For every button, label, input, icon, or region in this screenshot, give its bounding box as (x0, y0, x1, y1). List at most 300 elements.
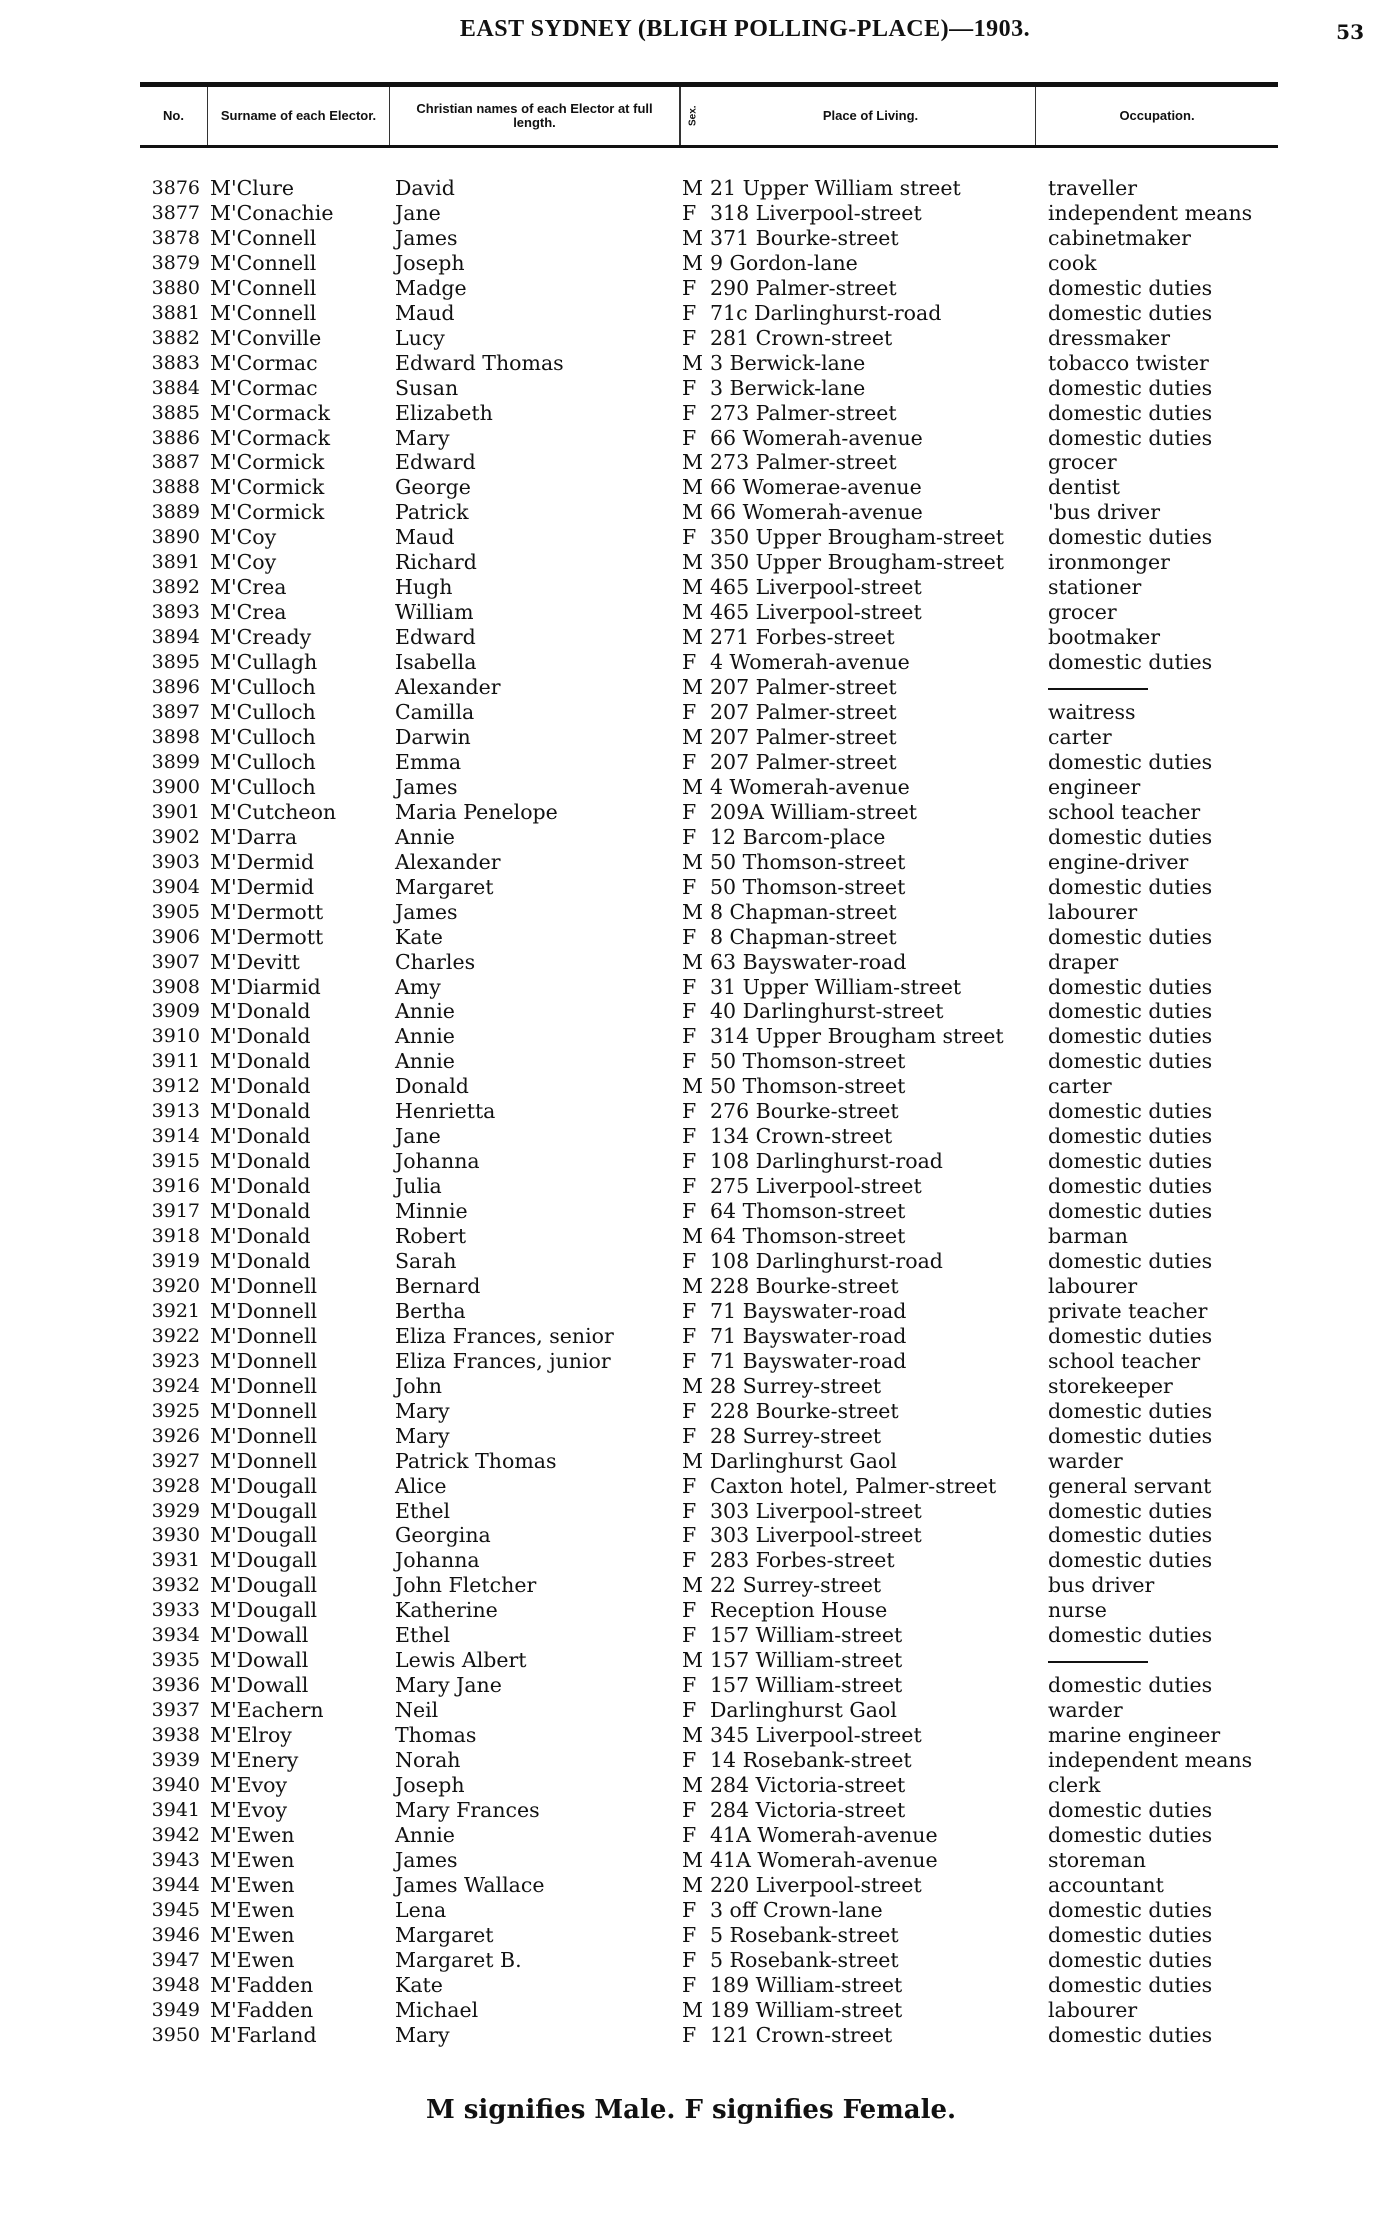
table-row (0, 1399, 1382, 1424)
elector-place-of-living: 121 Crown-street (710, 2022, 893, 2047)
elector-occupation: private teacher (1048, 1298, 1208, 1323)
elector-place-of-living: 40 Darlinghurst-street (710, 999, 944, 1024)
table-row (0, 1773, 1382, 1798)
elector-occupation: labourer (1048, 1273, 1138, 1298)
elector-number: 3877 (151, 201, 200, 224)
elector-place-of-living: 350 Upper Brougham-street (710, 550, 1004, 575)
elector-surname: M'Connell (210, 225, 317, 250)
elector-sex: F (682, 924, 697, 949)
elector-christian-names: Joseph (395, 1773, 465, 1797)
elector-occupation: domestic duties (1048, 824, 1213, 849)
elector-occupation: labourer (1048, 899, 1138, 924)
elector-occupation: bootmaker (1048, 625, 1161, 650)
elector-number: 3931 (151, 1549, 200, 1572)
elector-christian-names: Eliza Frances, junior (395, 1348, 611, 1373)
elector-surname: M'Coy (210, 525, 277, 550)
elector-christian-names: Bernard (395, 1273, 481, 1298)
elector-place-of-living: 281 Crown-street (710, 325, 893, 350)
elector-sex: F (682, 1099, 697, 1124)
elector-number: 3941 (151, 1798, 200, 1821)
elector-sex: M (682, 600, 703, 625)
elector-christian-names: James (395, 774, 458, 799)
elector-occupation: domestic duties (1048, 974, 1213, 999)
elector-sex: F (682, 1623, 697, 1648)
elector-sex: F (682, 1398, 697, 1423)
elector-surname: M'Ewen (210, 1922, 295, 1947)
elector-sex: M (682, 625, 703, 650)
elector-sex: F (682, 525, 697, 550)
elector-number: 3878 (151, 226, 200, 249)
elector-occupation: domestic duties (1048, 1199, 1213, 1224)
elector-number: 3917 (151, 1200, 200, 1223)
table-row (0, 1948, 1382, 1973)
elector-number: 3947 (151, 1948, 200, 1971)
elector-number: 3890 (151, 526, 200, 549)
elector-sex: M (682, 550, 703, 575)
elector-christian-names: Camilla (395, 700, 475, 725)
elector-place-of-living: 318 Liverpool-street (710, 200, 922, 225)
table-row (0, 1898, 1382, 1923)
elector-sex: M (682, 1448, 703, 1473)
elector-surname: M'Dougall (210, 1548, 318, 1573)
elector-occupation: domestic duties (1048, 874, 1213, 899)
elector-occupation: grocer (1048, 450, 1117, 475)
elector-number: 3937 (151, 1699, 200, 1722)
elector-sex: F (682, 1523, 697, 1548)
table-row (0, 999, 1382, 1024)
elector-christian-names: Michael (395, 1997, 479, 2022)
elector-occupation: domestic duties (1048, 1124, 1213, 1149)
elector-number: 3909 (151, 1000, 200, 1023)
elector-sex: M (682, 1273, 703, 1298)
elector-occupation: domestic duties (1048, 1922, 1213, 1947)
elector-christian-names: James (395, 899, 458, 924)
elector-christian-names: Jane (395, 1124, 441, 1149)
elector-place-of-living: 207 Palmer-street (710, 700, 897, 725)
elector-occupation: domestic duties (1048, 2022, 1213, 2047)
elector-surname: M'Culloch (210, 749, 316, 774)
elector-sex: F (682, 1199, 697, 1224)
elector-sex: F (682, 1698, 697, 1723)
elector-place-of-living: 276 Bourke-street (710, 1099, 899, 1124)
table-row (0, 800, 1382, 825)
elector-place-of-living: 8 Chapman-street (710, 924, 897, 949)
table-row (0, 1074, 1382, 1099)
elector-occupation: domestic duties (1048, 1523, 1213, 1548)
table-row (0, 1748, 1382, 1773)
elector-place-of-living: 207 Palmer-street (710, 724, 897, 749)
elector-surname: M'Darra (210, 824, 298, 849)
table-row (0, 1174, 1382, 1199)
elector-christian-names: Lewis Albert (395, 1648, 527, 1673)
elector-place-of-living: 371 Bourke-street (710, 225, 899, 250)
elector-occupation: carter (1048, 1074, 1112, 1099)
elector-surname: M'Eachern (210, 1698, 324, 1723)
elector-number: 3938 (151, 1724, 200, 1747)
elector-place-of-living: 108 Darlinghurst-road (710, 1248, 943, 1273)
elector-occupation: domestic duties (1048, 1149, 1213, 1174)
elector-christian-names: Richard (395, 550, 477, 575)
elector-occupation: domestic duties (1048, 1174, 1213, 1199)
elector-number: 3935 (151, 1649, 200, 1672)
elector-christian-names: Margaret (395, 1922, 494, 1947)
elector-occupation: domestic duties (1048, 749, 1213, 774)
elector-sex: M (682, 1872, 703, 1897)
elector-place-of-living: 314 Upper Brougham street (710, 1024, 1004, 1049)
table-row (0, 1848, 1382, 1873)
elector-christian-names: Johanna (395, 1548, 480, 1573)
elector-christian-names: Madge (395, 275, 467, 300)
table-row (0, 276, 1382, 301)
elector-occupation: cook (1048, 250, 1097, 275)
elector-christian-names: Kate (395, 1972, 443, 1997)
elector-sex: M (682, 1373, 703, 1398)
elector-sex: F (682, 1673, 697, 1698)
elector-occupation: domestic duties (1048, 1323, 1213, 1348)
elector-place-of-living: 3 Berwick-lane (710, 350, 866, 375)
table-row (0, 875, 1382, 900)
elector-surname: M'Donnell (210, 1273, 318, 1298)
elector-surname: M'Donald (210, 1199, 311, 1224)
elector-number: 3914 (151, 1125, 200, 1148)
elector-place-of-living: 134 Crown-street (710, 1124, 893, 1149)
table-row (0, 1723, 1382, 1748)
elector-christian-names: Georgina (395, 1523, 491, 1548)
table-row (0, 201, 1382, 226)
table-row (0, 1349, 1382, 1374)
elector-surname: M'Conachie (210, 200, 334, 225)
elector-sex: M (682, 1074, 703, 1099)
elector-sex: F (682, 1822, 697, 1847)
page-title: EAST SYDNEY (BLIGH POLLING-PLACE)—1903. (459, 16, 1031, 42)
table-row (0, 1274, 1382, 1299)
elector-christian-names: Patrick Thomas (395, 1448, 557, 1473)
elector-number: 3908 (151, 975, 200, 998)
table-row (0, 1299, 1382, 1324)
elector-christian-names: Annie (395, 1024, 455, 1049)
elector-christian-names: James (395, 225, 458, 250)
elector-occupation (1048, 675, 1148, 700)
elector-occupation: 'bus driver (1048, 500, 1160, 525)
elector-occupation: domestic duties (1048, 1498, 1213, 1523)
elector-sex: M (682, 899, 703, 924)
elector-surname: M'Connell (210, 300, 317, 325)
elector-number: 3936 (151, 1674, 200, 1697)
elector-place-of-living: 64 Thomson-street (710, 1224, 906, 1249)
elector-number: 3950 (151, 2023, 200, 2046)
header-occupation: Occupation. (1119, 108, 1195, 123)
elector-number: 3933 (151, 1599, 200, 1622)
elector-sex: F (682, 1548, 697, 1573)
elector-place-of-living: 41A Womerah-avenue (710, 1822, 938, 1847)
table-row (0, 1224, 1382, 1249)
elector-surname: M'Donald (210, 1099, 311, 1124)
elector-place-of-living: 228 Bourke-street (710, 1398, 899, 1423)
elector-occupation: traveller (1048, 176, 1138, 200)
elector-place-of-living: 71 Bayswater-road (710, 1323, 907, 1348)
elector-christian-names: Thomas (395, 1723, 477, 1748)
elector-christian-names: Margaret (395, 874, 494, 899)
elector-occupation: domestic duties (1048, 1897, 1213, 1922)
elector-occupation: labourer (1048, 1997, 1138, 2022)
elector-sex: F (682, 874, 697, 899)
elector-number: 3927 (151, 1449, 200, 1472)
elector-occupation: cabinetmaker (1048, 225, 1191, 250)
elector-sex: M (682, 1573, 703, 1598)
elector-surname: M'Fadden (210, 1972, 314, 1997)
elector-christian-names: Neil (395, 1698, 439, 1723)
table-row (0, 251, 1382, 276)
elector-surname: M'Dougall (210, 1498, 318, 1523)
elector-surname: M'Donnell (210, 1348, 318, 1373)
elector-number: 3920 (151, 1274, 200, 1297)
elector-sex: F (682, 1149, 697, 1174)
elector-number: 3915 (151, 1150, 200, 1173)
elector-number: 3928 (151, 1474, 200, 1497)
elector-christian-names: Annie (395, 1049, 455, 1074)
elector-place-of-living: 465 Liverpool-street (710, 600, 922, 625)
table-row (0, 950, 1382, 975)
elector-christian-names: Mary (395, 2022, 450, 2047)
elector-place-of-living: 350 Upper Brougham-street (710, 525, 1004, 550)
elector-sex: M (682, 450, 703, 475)
table-row (0, 900, 1382, 925)
elector-sex: F (682, 650, 697, 675)
elector-occupation: domestic duties (1048, 400, 1213, 425)
elector-occupation: general servant (1048, 1473, 1212, 1498)
elector-number: 3905 (151, 900, 200, 923)
elector-sex: F (682, 2022, 697, 2047)
elector-place-of-living: 50 Thomson-street (710, 1049, 906, 1074)
elector-occupation: domestic duties (1048, 275, 1213, 300)
elector-place-of-living: 207 Palmer-street (710, 675, 897, 700)
elector-christian-names: Bertha (395, 1298, 466, 1323)
elector-sex: F (682, 1473, 697, 1498)
table-row (0, 575, 1382, 600)
elector-surname: M'Culloch (210, 700, 316, 725)
table-row (0, 525, 1382, 550)
elector-place-of-living: 284 Victoria-street (710, 1773, 906, 1797)
elector-christian-names: John (395, 1373, 442, 1398)
elector-occupation: domestic duties (1048, 525, 1213, 550)
table-row (0, 226, 1382, 251)
elector-surname: M'Cormick (210, 475, 325, 500)
elector-place-of-living: Darlinghurst Gaol (710, 1698, 897, 1723)
elector-occupation: barman (1048, 1224, 1129, 1249)
elector-number: 3886 (151, 426, 200, 449)
elector-place-of-living: 12 Barcom-place (710, 824, 886, 849)
elector-place-of-living: 22 Surrey-street (710, 1573, 882, 1598)
elector-number: 3934 (151, 1624, 200, 1647)
elector-sex: F (682, 1024, 697, 1049)
elector-sex: F (682, 1049, 697, 1074)
elector-surname: M'Diarmid (210, 974, 321, 999)
elector-occupation: domestic duties (1048, 924, 1213, 949)
elector-number: 3925 (151, 1399, 200, 1422)
elector-surname: M'Clure (210, 176, 295, 200)
elector-christian-names: Donald (395, 1074, 469, 1099)
elector-sex: F (682, 375, 697, 400)
table-row (0, 1798, 1382, 1823)
table-row (0, 450, 1382, 475)
elector-christian-names: Mary (395, 1423, 450, 1448)
elector-christian-names: Mary Jane (395, 1673, 502, 1698)
elector-surname: M'Culloch (210, 675, 316, 700)
elector-number: 3882 (151, 326, 200, 349)
elector-number: 3906 (151, 925, 200, 948)
page-header (0, 14, 1382, 54)
elector-occupation: domestic duties (1048, 999, 1213, 1024)
blank-dash (1048, 1661, 1148, 1663)
table-row (0, 1024, 1382, 1049)
elector-surname: M'Cormac (210, 350, 318, 375)
elector-place-of-living: 4 Womerah-avenue (710, 650, 910, 675)
elector-place-of-living: 273 Palmer-street (710, 450, 897, 475)
elector-sex: F (682, 1748, 697, 1773)
elector-surname: M'Crea (210, 600, 287, 625)
table-row (0, 475, 1382, 500)
elector-occupation: dressmaker (1048, 325, 1171, 350)
elector-place-of-living: 273 Palmer-street (710, 400, 897, 425)
elector-christian-names: Jane (395, 200, 441, 225)
elector-sex: F (682, 1248, 697, 1273)
elector-christian-names: Alexander (395, 849, 501, 874)
elector-number: 3880 (151, 276, 200, 299)
elector-number: 3900 (151, 775, 200, 798)
elector-surname: M'Culloch (210, 774, 316, 799)
elector-christian-names: David (395, 176, 455, 200)
elector-occupation: independent means (1048, 200, 1253, 225)
elector-christian-names: Maud (395, 525, 455, 550)
elector-occupation: dentist (1048, 475, 1121, 500)
elector-christian-names: Katherine (395, 1598, 498, 1623)
elector-sex: M (682, 575, 703, 600)
table-row (0, 1973, 1382, 1998)
elector-surname: M'Dermott (210, 899, 324, 924)
elector-occupation: warder (1048, 1698, 1123, 1723)
elector-number: 3898 (151, 725, 200, 748)
table-row (0, 700, 1382, 725)
elector-number: 3912 (151, 1075, 200, 1098)
elector-surname: M'Donnell (210, 1323, 318, 1348)
elector-place-of-living: 71 Bayswater-road (710, 1298, 907, 1323)
elector-number: 3932 (151, 1574, 200, 1597)
elector-occupation: school teacher (1048, 799, 1201, 824)
elector-occupation: domestic duties (1048, 1024, 1213, 1049)
elector-place-of-living: 66 Womerae-avenue (710, 475, 922, 500)
elector-number: 3876 (151, 177, 200, 199)
elector-surname: M'Dowall (210, 1623, 309, 1648)
elector-number: 3949 (151, 1998, 200, 2021)
elector-number: 3901 (151, 800, 200, 823)
elector-occupation: domestic duties (1048, 1972, 1213, 1997)
elector-sex: M (682, 724, 703, 749)
elector-occupation: domestic duties (1048, 1623, 1213, 1648)
elector-sex: F (682, 1323, 697, 1348)
elector-sex: M (682, 500, 703, 525)
elector-number: 3929 (151, 1499, 200, 1522)
elector-place-of-living: 50 Thomson-street (710, 874, 906, 899)
table-row (0, 1648, 1382, 1673)
elector-christian-names: Hugh (395, 575, 453, 600)
elector-occupation: engineer (1048, 774, 1141, 799)
elector-sex: F (682, 1498, 697, 1523)
elector-number: 3946 (151, 1923, 200, 1946)
elector-sex: M (682, 949, 703, 974)
elector-christian-names: Annie (395, 999, 455, 1024)
elector-sex: F (682, 300, 697, 325)
elector-sex: F (682, 1897, 697, 1922)
elector-christian-names: Darwin (395, 724, 471, 749)
elector-occupation: independent means (1048, 1748, 1253, 1773)
elector-place-of-living: 66 Womerah-avenue (710, 425, 923, 450)
elector-surname: M'Donnell (210, 1398, 318, 1423)
table-row (0, 1099, 1382, 1124)
elector-christian-names: William (395, 600, 474, 625)
header-sex: Sex. (680, 87, 706, 145)
elector-place-of-living: 5 Rosebank-street (710, 1922, 899, 1947)
table-row (0, 500, 1382, 525)
elector-place-of-living: 28 Surrey-street (710, 1423, 882, 1448)
elector-sex: F (682, 749, 697, 774)
table-row (0, 925, 1382, 950)
elector-sex: F (682, 1922, 697, 1947)
elector-christian-names: Henrietta (395, 1099, 496, 1124)
table-row (0, 975, 1382, 1000)
elector-place-of-living: 189 William-street (710, 1972, 903, 1997)
elector-surname: M'Dowall (210, 1648, 309, 1673)
elector-christian-names: Elizabeth (395, 400, 493, 425)
table-row (0, 750, 1382, 775)
table-row (0, 1923, 1382, 1948)
table-row (0, 1673, 1382, 1698)
elector-number: 3940 (151, 1774, 200, 1796)
table-row (0, 850, 1382, 875)
elector-number: 3888 (151, 476, 200, 499)
table-row (0, 1523, 1382, 1548)
elector-christian-names: Julia (395, 1174, 442, 1199)
elector-sex: M (682, 1773, 703, 1797)
elector-surname: M'Conville (210, 325, 322, 350)
elector-number: 3892 (151, 576, 200, 599)
elector-christian-names: Susan (395, 375, 459, 400)
elector-christian-names: Edward (395, 450, 476, 475)
elector-surname: M'Ewen (210, 1947, 295, 1972)
column-headers (140, 82, 1278, 148)
table-row (0, 376, 1382, 401)
elector-occupation: domestic duties (1048, 1248, 1213, 1273)
elector-place-of-living: 9 Gordon-lane (710, 250, 858, 275)
elector-christian-names: James (395, 1847, 458, 1872)
elector-occupation: domestic duties (1048, 650, 1213, 675)
elector-surname: M'Donald (210, 1174, 311, 1199)
elector-surname: M'Coy (210, 550, 277, 575)
elector-place-of-living: 303 Liverpool-street (710, 1498, 922, 1523)
elector-occupation: warder (1048, 1448, 1123, 1473)
elector-christian-names: Mary (395, 425, 450, 450)
elector-number: 3911 (151, 1050, 200, 1073)
elector-surname: M'Donald (210, 1248, 311, 1273)
elector-christian-names: Maud (395, 300, 455, 325)
table-row (0, 1449, 1382, 1474)
elector-occupation: engine-driver (1048, 849, 1189, 874)
elector-number: 3923 (151, 1349, 200, 1372)
elector-sex: M (682, 475, 703, 500)
elector-surname: M'Donald (210, 1224, 311, 1249)
elector-sex: F (682, 1348, 697, 1373)
elector-sex: F (682, 1598, 697, 1623)
elector-christian-names: Mary Frances (395, 1797, 540, 1822)
